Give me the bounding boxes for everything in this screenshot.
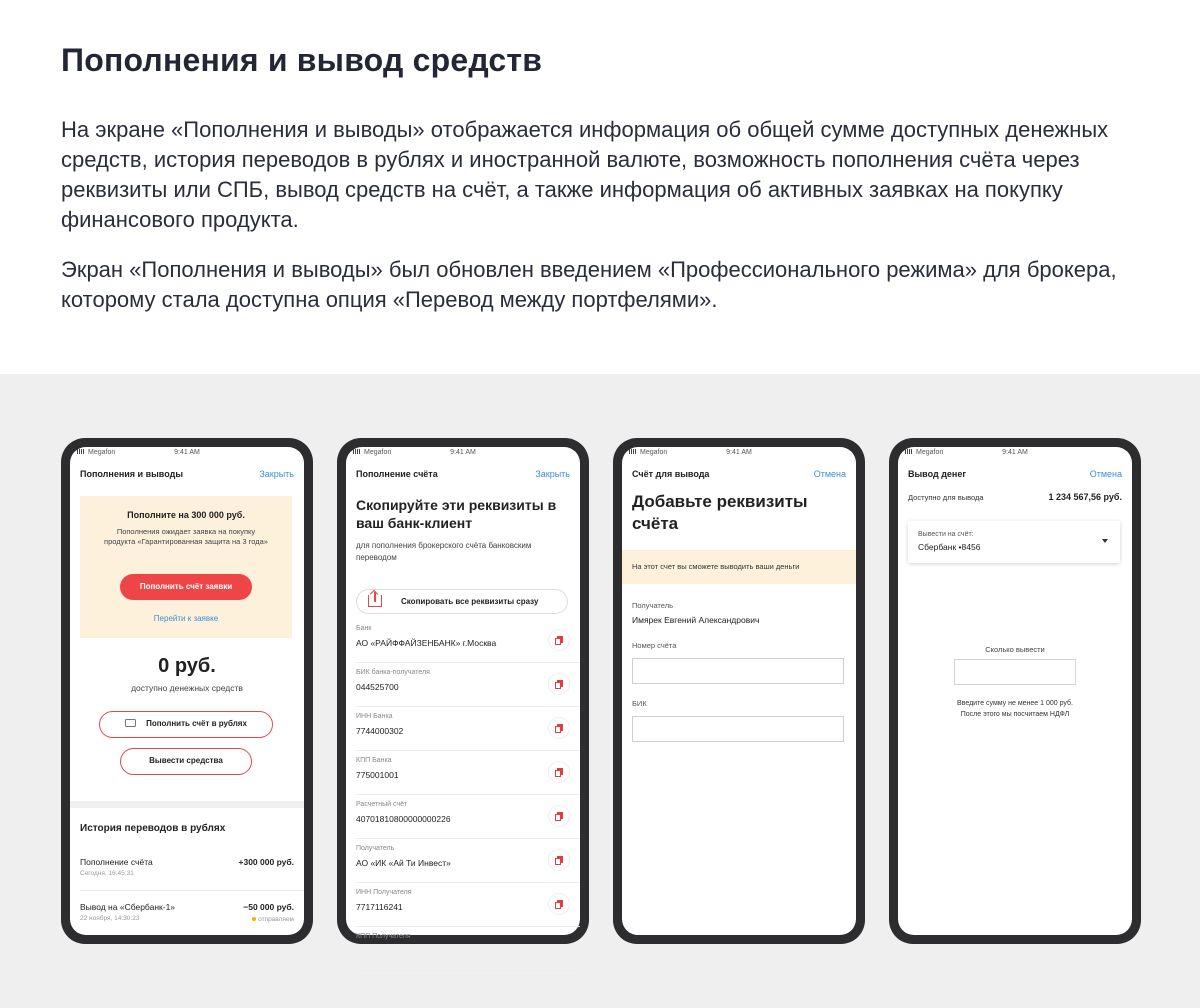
requisite-value: 044525700 — [356, 682, 399, 692]
status-label: отправляем — [258, 916, 294, 923]
history-row-status — [252, 916, 294, 923]
account-select-label: Вывести на счёт: — [918, 531, 974, 538]
bik-input[interactable] — [632, 716, 844, 742]
requisite-row — [356, 795, 580, 839]
phone-screen — [70, 447, 304, 935]
history-row-amount: +300 000 руб. — [238, 857, 294, 867]
balance-caption: доступно денежных средств — [131, 683, 243, 693]
history-row-amount: −50 000 руб. — [243, 902, 294, 912]
requisite-row — [356, 619, 580, 663]
status-time: 9:41 AM — [1002, 449, 1028, 456]
account-select-value: Сбербанк •8456 — [918, 542, 981, 552]
copy-icon[interactable] — [548, 805, 570, 827]
promo-text: Пополнения ожидает заявка на покупку продукта «Гарантированная защита на 3 года» — [104, 527, 268, 546]
phone-topup-requisites — [337, 438, 589, 944]
pending-dot-icon — [252, 917, 256, 921]
requisite-row — [356, 707, 580, 751]
copy-all-label: Скопировать все реквизиты сразу — [401, 597, 539, 606]
phone-withdraw-money — [889, 438, 1141, 944]
account-select[interactable] — [908, 521, 1120, 563]
status-bar — [898, 447, 1132, 461]
available-amount: 1 234 567,56 руб. — [1048, 492, 1122, 502]
history-row[interactable] — [80, 902, 294, 942]
copy-all-button[interactable] — [356, 589, 568, 614]
status-bar — [622, 447, 856, 461]
card-icon — [125, 719, 136, 727]
copy-icon[interactable] — [548, 761, 570, 783]
requisite-label: КПП Банка — [356, 757, 392, 764]
pending-order-banner — [80, 496, 292, 638]
requisite-row — [356, 927, 580, 971]
cancel-button[interactable]: Отмена — [1089, 469, 1122, 479]
requisite-label: Банк — [356, 625, 372, 632]
carrier-label: Megafon — [640, 449, 668, 456]
requisite-row — [356, 663, 580, 707]
hint-line-2: После этого мы посчитаем НДФЛ — [960, 711, 1070, 718]
requisite-row — [356, 839, 580, 883]
section-divider — [70, 801, 304, 808]
promo-heading: Пополните на 300 000 руб. — [127, 510, 245, 520]
page-title: Пополнения и вывод средств — [61, 42, 543, 78]
notice-banner: На этот счет вы сможете выводить ваши деньги — [622, 550, 856, 584]
history-row[interactable] — [80, 857, 294, 897]
history-row-date: Сегодня, 16:45:31 — [80, 870, 134, 877]
account-number-input[interactable] — [632, 658, 844, 684]
intro-paragraph-1: На экране «Пополнения и выводы» отображается информация об общей сумме доступных денежных средств, история переводов в рублях и иностранной валюте, возможность пополнения счёта через реквизиты или СПБ, вывод средств на счёт, а также информация об активных заявках на покупку финансового продукта. — [61, 117, 1109, 232]
cancel-button[interactable]: Отмена — [813, 469, 846, 479]
nav-title: Пополнения и выводы — [80, 469, 183, 479]
close-button[interactable]: Закрыть — [259, 469, 294, 479]
nav-bar — [70, 461, 304, 487]
topup-rub-button[interactable] — [99, 711, 273, 738]
requisite-value: 40701810800000000226 — [356, 814, 451, 824]
nav-title: Счёт для вывода — [632, 469, 710, 479]
nav-title: Вывод денег — [908, 469, 967, 479]
bik-label: БИК — [632, 699, 647, 708]
carrier-label: Megafon — [364, 449, 392, 456]
status-time: 9:41 AM — [174, 449, 200, 456]
nav-title: Пополнение счёта — [356, 469, 438, 479]
requisite-label: ИНН Банка — [356, 713, 393, 720]
status-bar — [70, 447, 304, 461]
nav-bar — [898, 461, 1132, 487]
requisites-subtext: для пополнения брокерского счёта банковским переводом — [356, 541, 532, 562]
requisite-value: АО «ИК «Ай Ти Инвест» — [356, 858, 451, 868]
requisite-label: Расчетный счёт — [356, 801, 408, 808]
add-account-heading: Добавьте реквизиты счёта — [632, 492, 808, 533]
row-divider — [80, 890, 304, 891]
phone-deposits-withdrawals — [61, 438, 313, 944]
go-to-order-link[interactable]: Перейти к заявке — [153, 614, 219, 623]
requisite-value: АО «РАЙФФАЙЗЕНБАНК» г.Москва — [356, 638, 497, 648]
intro-paragraph-2: Экран «Пополнения и выводы» был обновлен введением «Профессионального режима» для брокера, которому стала доступна опция «Перевод между портфелями». — [61, 257, 1117, 312]
status-time: 9:41 AM — [450, 449, 476, 456]
phone-withdraw-account — [613, 438, 865, 944]
copy-icon[interactable] — [548, 629, 570, 651]
hint-line-1: Введите сумму не менее 1 000 руб. — [957, 700, 1073, 707]
topup-rub-label: Пополнить счёт в рублях — [146, 719, 247, 728]
phone-screen — [622, 447, 856, 935]
history-title: История переводов в рублях — [80, 823, 226, 834]
carrier-label: Megafon — [916, 449, 944, 456]
recipient-value: Имярек Евгений Александрович — [632, 615, 760, 625]
requisite-row — [356, 751, 580, 795]
intro-section — [0, 0, 1200, 374]
requisite-label: ИНН Получателя — [356, 889, 412, 896]
copy-icon[interactable] — [548, 849, 570, 871]
amount-hint — [898, 698, 1132, 720]
phone-screen — [346, 447, 580, 940]
phone-screen — [898, 447, 1132, 935]
requisite-value: 7717116241 — [356, 902, 403, 912]
amount-label: Сколько вывести — [985, 645, 1045, 654]
requisite-label: КПП Получателя — [356, 933, 411, 940]
history-row-title: Вывод на «Сбербанк-1» — [80, 902, 176, 912]
close-button[interactable]: Закрыть — [535, 469, 570, 479]
requisite-label: Получатель — [356, 845, 395, 852]
withdraw-button[interactable]: Вывести средства — [120, 748, 252, 775]
requisite-label: БИК банка-получателя — [356, 669, 430, 676]
nav-bar — [346, 461, 580, 487]
copy-icon[interactable] — [548, 893, 570, 915]
available-label: Доступно для вывода — [908, 493, 984, 502]
account-number-label: Номер счёта — [632, 641, 677, 650]
nav-bar — [622, 461, 856, 487]
chevron-down-icon — [1102, 539, 1108, 543]
copy-icon[interactable] — [548, 673, 570, 695]
phone-gallery — [0, 374, 1200, 1008]
balance-amount: 0 руб. — [158, 655, 216, 677]
status-bar — [346, 447, 580, 461]
history-row-date: 22 ноября, 14:30:23 — [80, 915, 140, 922]
requisites-heading: Скопируйте эти реквизиты в ваш банк-клиент — [356, 497, 557, 531]
amount-input[interactable] — [954, 659, 1076, 685]
requisite-value: 7744000302 — [356, 726, 404, 736]
recipient-label: Получатель — [632, 601, 673, 610]
copy-icon[interactable] — [548, 717, 570, 739]
status-time: 9:41 AM — [726, 449, 752, 456]
fund-order-button[interactable]: Пополнить счёт заявки — [120, 574, 252, 600]
history-row-title: Пополнение счёта — [80, 857, 153, 867]
requisite-row — [356, 883, 580, 927]
requisite-value: 775001001 — [356, 770, 399, 780]
carrier-label: Megafon — [88, 449, 116, 456]
